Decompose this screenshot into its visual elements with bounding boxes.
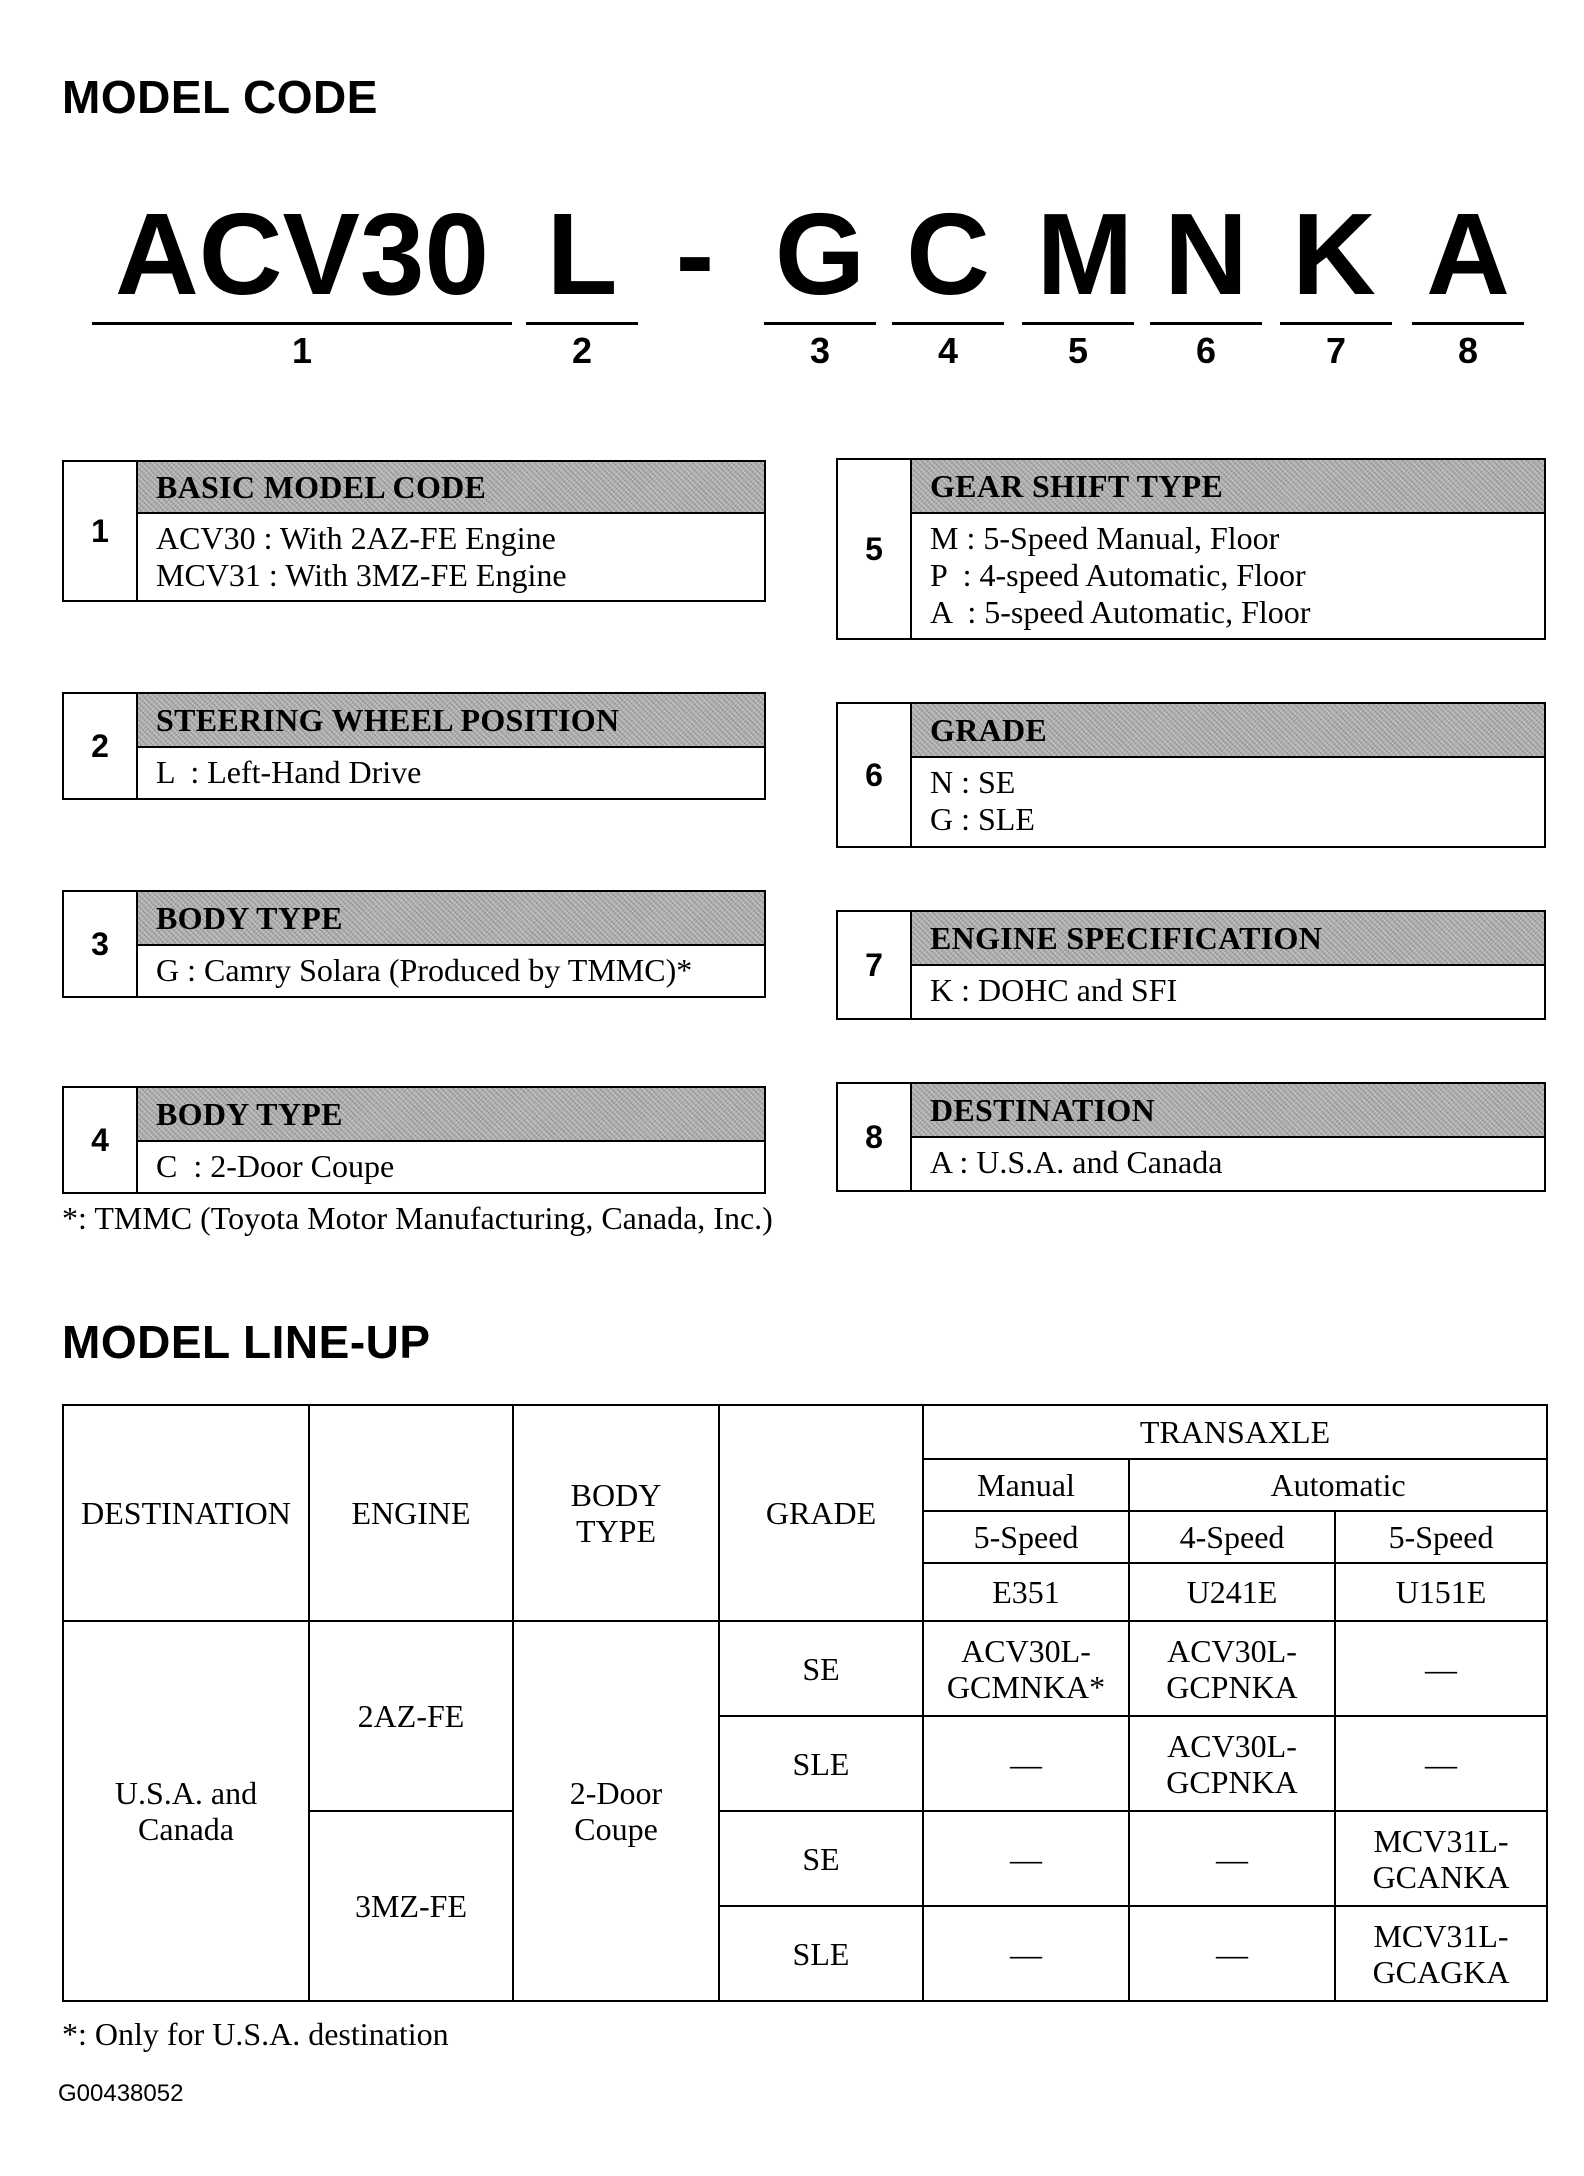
cell-destination: U.S.A. and Canada [63, 1621, 309, 2001]
box-header: BASIC MODEL CODE [138, 462, 764, 514]
model-lineup-footnote: *: Only for U.S.A. destination [62, 2016, 449, 2052]
code-number-6: 6 [1195, 330, 1217, 371]
figure-id: G00438052 [58, 2080, 184, 2107]
cell-manual: — [923, 1811, 1129, 1906]
header-body-type: BODY TYPE [513, 1405, 719, 1621]
box-line: G : Camry Solara (Produced by TMMC)* [156, 952, 693, 988]
cell-manual: — [923, 1906, 1129, 2001]
header-transaxle: TRANSAXLE [923, 1405, 1547, 1459]
box-number: 3 [64, 892, 138, 996]
cell-manual: ACV30L- GCMNKA* [923, 1621, 1129, 1716]
cell-grade: SE [719, 1811, 923, 1906]
code-segment-7: K [1292, 189, 1376, 319]
code-box-1 [62, 460, 766, 602]
code-underline-1 [92, 322, 512, 325]
code-box-7 [836, 910, 1546, 1020]
header-code-manual: E351 [923, 1563, 1129, 1621]
box-header: GRADE [912, 704, 1544, 758]
code-underline-7 [1280, 322, 1392, 325]
header-grade: GRADE [719, 1405, 923, 1621]
model-lineup-title: MODEL LINE-UP [62, 1316, 431, 1368]
code-number-1: 1 [291, 330, 313, 371]
code-segment-8: A [1426, 189, 1510, 319]
code-box-8 [836, 1082, 1546, 1192]
code-number-2: 2 [571, 330, 593, 371]
code-underline-2 [526, 322, 638, 325]
cell-grade: SLE [719, 1906, 923, 2001]
cell-auto5: — [1335, 1716, 1547, 1811]
cell-engine: 2AZ-FE [309, 1621, 513, 1811]
code-underline-6 [1150, 322, 1262, 325]
header-speed-auto4: 4-Speed [1129, 1511, 1335, 1563]
cell-engine: 3MZ-FE [309, 1811, 513, 2001]
box-number: 7 [838, 912, 912, 1018]
box-number: 8 [838, 1084, 912, 1190]
cell-body-type: 2-Door Coupe [513, 1621, 719, 2001]
code-box-6 [836, 702, 1546, 848]
code-segment-4: C [906, 189, 990, 319]
code-number-8: 8 [1457, 330, 1479, 371]
box-header: BODY TYPE [138, 892, 764, 946]
code-box-3 [62, 890, 766, 998]
model-code-title: MODEL CODE [62, 71, 378, 123]
cell-grade: SLE [719, 1716, 923, 1811]
code-number-3: 3 [809, 330, 831, 371]
cell-auto5: — [1335, 1621, 1547, 1716]
box-line: C : 2-Door Coupe [156, 1148, 395, 1184]
header-destination: DESTINATION [63, 1405, 309, 1621]
code-segment-5: M [1036, 189, 1134, 319]
code-number-5: 5 [1067, 330, 1089, 371]
cell-auto5: MCV31L- GCAGKA [1335, 1906, 1547, 2001]
code-box-2 [62, 692, 766, 800]
header-engine: ENGINE [309, 1405, 513, 1621]
cell-grade: SE [719, 1621, 923, 1716]
code-number-4: 4 [937, 330, 959, 371]
box-header: STEERING WHEEL POSITION [138, 694, 764, 748]
box-number: 4 [64, 1088, 138, 1192]
box-line: K : DOHC and SFI [930, 972, 1178, 1008]
code-underline-5 [1022, 322, 1134, 325]
code-underline-4 [892, 322, 1004, 325]
box-line: A : U.S.A. and Canada [930, 1144, 1223, 1180]
code-segment-dash: - [675, 189, 715, 319]
box-header: DESTINATION [912, 1084, 1544, 1138]
header-speed-auto5: 5-Speed [1335, 1511, 1547, 1563]
box-line: M : 5-Speed Manual, Floor [930, 520, 1280, 556]
box-number: 5 [838, 460, 912, 638]
code-box-5 [836, 458, 1546, 640]
code-segment-3: G [774, 189, 866, 319]
code-underline-3 [764, 322, 876, 325]
code-segment-6: N [1164, 189, 1248, 319]
cell-manual: — [923, 1716, 1129, 1811]
box-number: 2 [64, 694, 138, 798]
code-segment-2: L [546, 189, 618, 319]
box-header: GEAR SHIFT TYPE [912, 460, 1544, 514]
box-line: A : 5-speed Automatic, Floor [930, 594, 1311, 630]
model-lineup-table [62, 1404, 1548, 2002]
cell-auto4: ACV30L- GCPNKA [1129, 1716, 1335, 1811]
header-speed-manual: 5-Speed [923, 1511, 1129, 1563]
code-underline-8 [1412, 322, 1524, 325]
table-row [63, 1621, 1547, 1716]
model-code-footnote: *: TMMC (Toyota Motor Manufacturing, Canada, Inc.) [62, 1200, 773, 1236]
box-line: N : SE [930, 764, 1016, 800]
code-number-7: 7 [1325, 330, 1347, 371]
header-manual: Manual [923, 1459, 1129, 1511]
cell-auto4: — [1129, 1906, 1335, 2001]
box-number: 1 [64, 462, 138, 600]
cell-auto4: ACV30L- GCPNKA [1129, 1621, 1335, 1716]
box-line: ACV30 : With 2AZ-FE Engine [156, 520, 556, 556]
box-line: G : SLE [930, 801, 1035, 837]
box-line: MCV31 : With 3MZ-FE Engine [156, 557, 567, 593]
box-line: L : Left-Hand Drive [156, 754, 422, 790]
header-automatic: Automatic [1129, 1459, 1547, 1511]
code-segment-1: ACV30 [115, 189, 489, 319]
header-code-auto5: U151E [1335, 1563, 1547, 1621]
box-header: ENGINE SPECIFICATION [912, 912, 1544, 966]
box-number: 6 [838, 704, 912, 846]
box-header: BODY TYPE [138, 1088, 764, 1142]
cell-auto4: — [1129, 1811, 1335, 1906]
code-box-4 [62, 1086, 766, 1194]
header-code-auto4: U241E [1129, 1563, 1335, 1621]
cell-auto5: MCV31L- GCANKA [1335, 1811, 1547, 1906]
box-line: P : 4-speed Automatic, Floor [930, 557, 1306, 593]
